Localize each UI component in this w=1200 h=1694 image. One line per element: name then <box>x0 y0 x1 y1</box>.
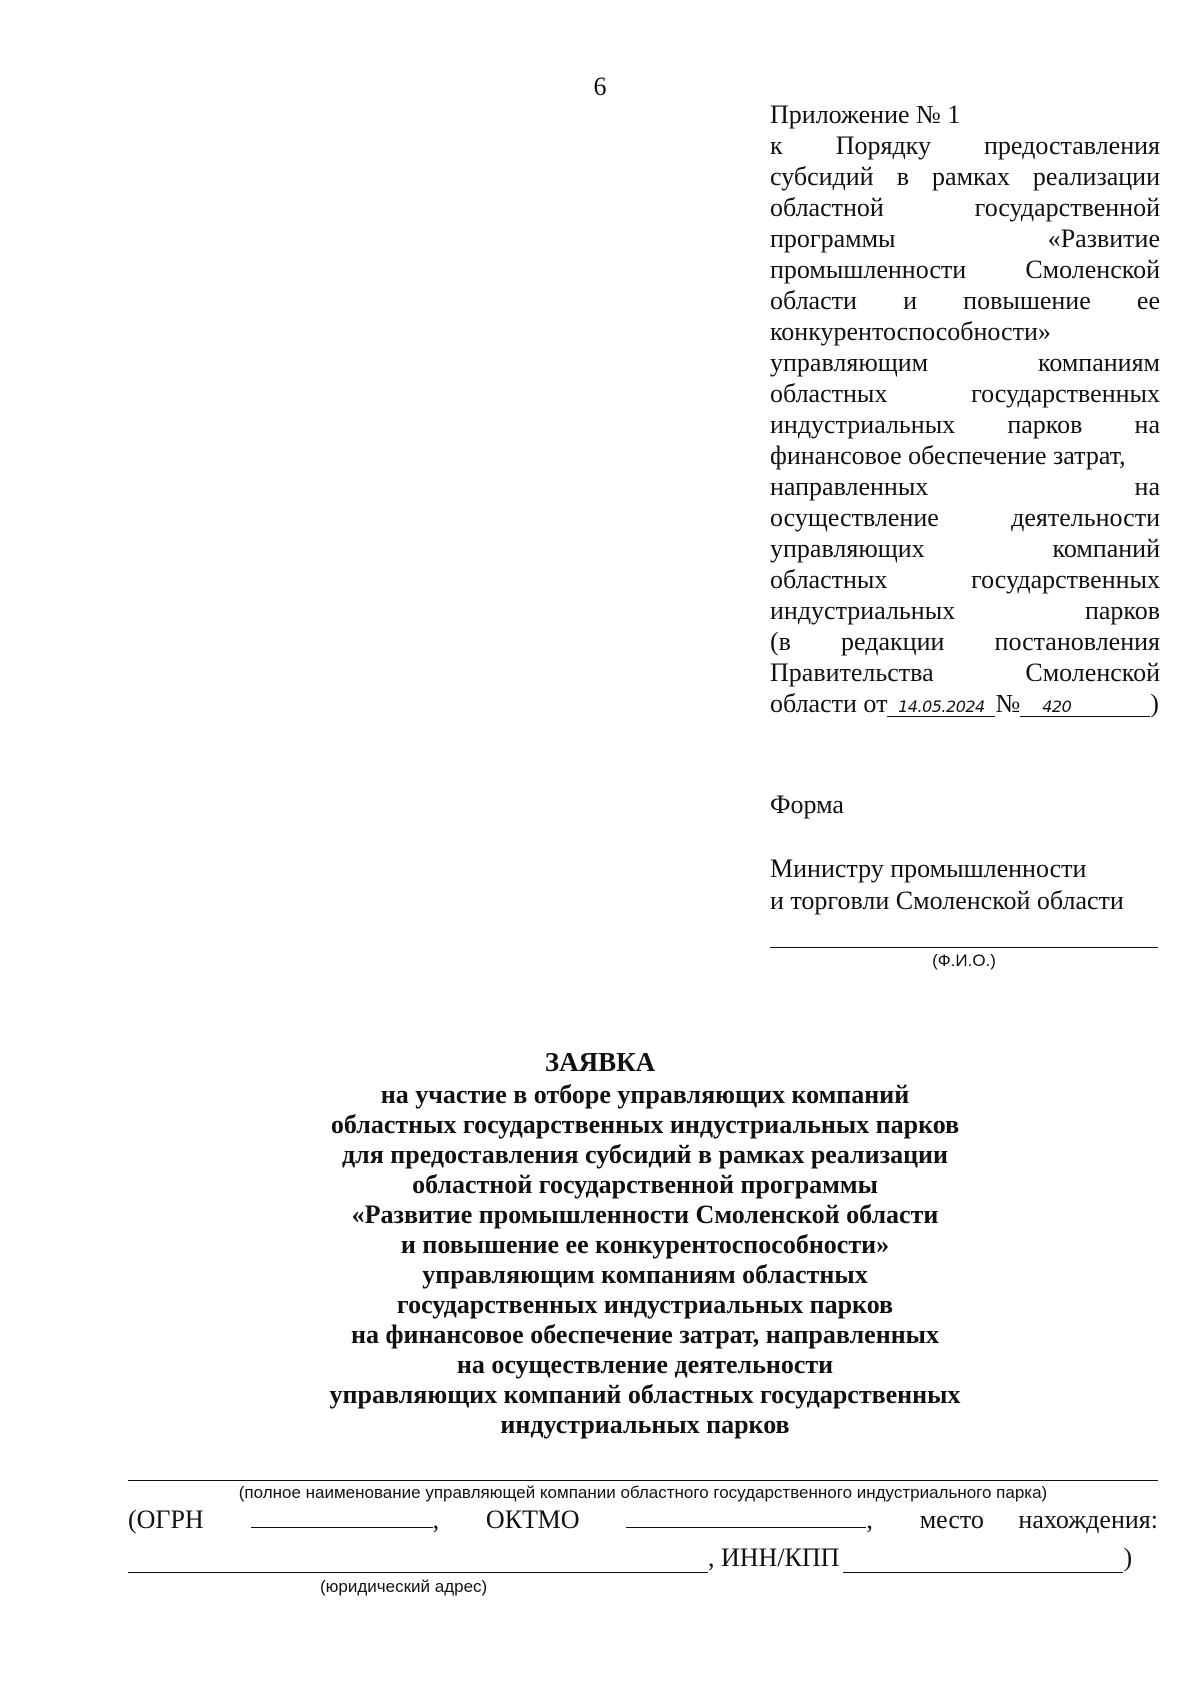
legal-address-blank[interactable] <box>128 1550 708 1573</box>
appendix-line: индустриальных парков на <box>770 410 1160 439</box>
address-row <box>128 1543 1158 1573</box>
appendix-block <box>770 99 1160 719</box>
inn-kpp-blank[interactable] <box>843 1550 1123 1573</box>
subtitle-line: «Развитие промышленности Смоленской области <box>351 1200 939 1229</box>
ogrn-label: (ОГРН <box>128 1505 204 1534</box>
full-name-blank[interactable] <box>128 1480 1158 1481</box>
applicant-details-form <box>128 1480 1158 1597</box>
appendix-last-line <box>770 688 1160 719</box>
handwritten-date: 14.05.2024 <box>887 698 995 717</box>
subtitle-line: на финансовое обеспечение затрат, направленных <box>351 1320 939 1349</box>
form-label: Форма <box>770 790 844 819</box>
appendix-line: направленных на <box>770 472 1160 501</box>
addressee-line-2: и торговли Смоленской области <box>770 886 1124 915</box>
appendix-line: осуществление деятельности <box>770 503 1160 532</box>
appendix-line: программы «Развитие <box>770 224 1160 253</box>
appendix-line: областной государственной <box>770 193 1160 222</box>
oktmo-comma: , <box>866 1505 873 1534</box>
ogrn-blank[interactable] <box>251 1505 433 1528</box>
number-sign: № <box>995 689 1021 718</box>
subtitle-line: областных государственных индустриальных парков <box>330 1110 960 1139</box>
appendix-date-prefix: области от <box>770 689 888 718</box>
ids-row <box>128 1505 1158 1535</box>
oktmo-group <box>626 1505 873 1535</box>
fio-caption: (Ф.И.О.) <box>932 951 996 970</box>
legal-address-caption: (юридический адрес) <box>320 1577 488 1596</box>
appendix-line: индустриальных парков <box>770 596 1160 625</box>
appendix-line: финансовое обеспечение затрат, <box>770 441 1126 470</box>
addressee-line-1: Министру промышленности <box>770 854 1087 883</box>
appendix-line: субсидий в рамках реализации <box>770 162 1160 191</box>
appendix-line: областных государственных <box>770 379 1160 408</box>
appendix-line: управляющих компаний <box>770 534 1160 563</box>
appendix-text <box>770 130 1160 719</box>
full-name-caption: (полное наименование управляющей компании областного государственного индустриального парка) <box>238 1483 1048 1502</box>
inn-kpp-label: , ИНН/КПП <box>708 1543 840 1572</box>
subtitle-line: для предоставления субсидий в рамках реализации <box>341 1140 949 1169</box>
appendix-line: областных государственных <box>770 565 1160 594</box>
appendix-line: Правительства Смоленской <box>770 658 1160 687</box>
subtitle-line: областной государственной программы <box>412 1170 878 1199</box>
page-number: 6 <box>593 72 607 101</box>
subtitle-line: управляющим компаниям областных <box>422 1260 868 1289</box>
address-closing-paren: ) <box>1123 1543 1133 1572</box>
subtitle-line: на участие в отборе управляющих компаний <box>380 1080 910 1109</box>
appendix-title: Приложение № 1 <box>770 100 961 129</box>
oktmo-label: ОКТМО <box>485 1505 580 1534</box>
addressee-block <box>770 853 1124 917</box>
appendix-line: (в редакции постановления <box>770 627 1160 656</box>
application-title: ЗАЯВКА <box>544 1047 656 1077</box>
oktmo-blank[interactable] <box>626 1505 866 1528</box>
subtitle-line: государственных индустриальных парков <box>396 1290 894 1319</box>
subtitle-line: и повышение ее конкурентоспособности» <box>400 1230 890 1259</box>
subtitle-line: индустриальных парков <box>500 1410 790 1439</box>
appendix-line: к Порядку предоставления <box>770 131 1160 160</box>
application-subtitle <box>140 1080 1150 1440</box>
appendix-line: конкурентоспособности» <box>770 317 1051 346</box>
closing-paren: ) <box>1150 689 1159 718</box>
appendix-line: управляющим компаниям <box>770 348 1160 377</box>
location-label: место нахождения: <box>919 1505 1158 1534</box>
ogrn-comma: , <box>432 1505 440 1534</box>
fio-blank-line <box>770 947 1158 948</box>
appendix-line: промышленности Смоленской <box>770 255 1160 284</box>
subtitle-line: управляющих компаний областных государственных <box>329 1380 961 1409</box>
ogrn-group <box>251 1505 440 1535</box>
appendix-line: области и повышение ее <box>770 286 1160 315</box>
handwritten-number: 420 <box>1020 698 1150 717</box>
subtitle-line: на осуществление деятельности <box>456 1350 834 1379</box>
